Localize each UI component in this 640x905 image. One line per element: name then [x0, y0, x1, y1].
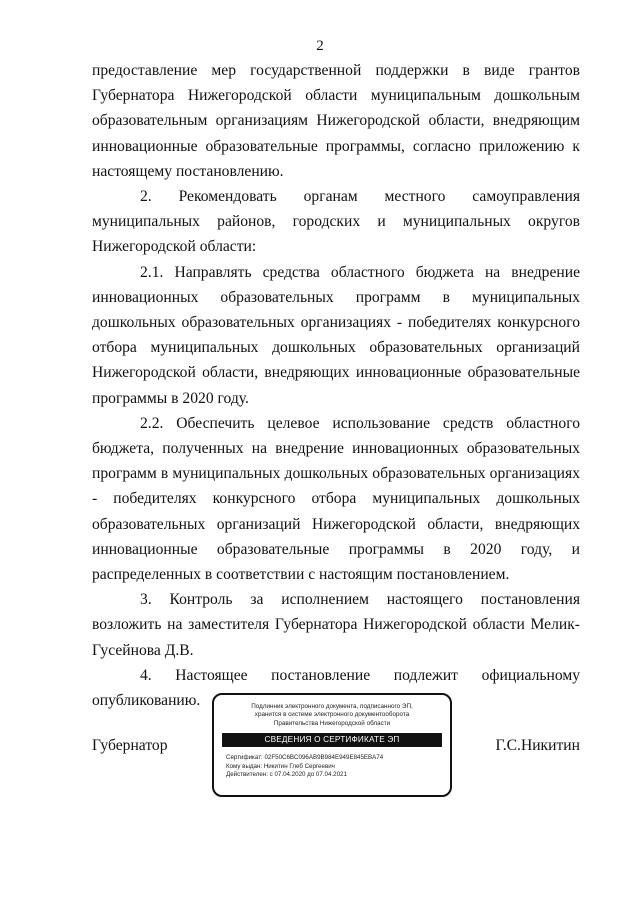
paragraph-item-3: 3. Контроль за исполнением настоящего постановления возложить на заместителя Губернатора Нижегородской области Мелик-Гусейнова Д.В.: [92, 591, 580, 659]
electronic-signature-stamp: [212, 693, 452, 797]
paragraph-item-4: 4. Настоящее постановление подлежит официальному опубликованию.: [92, 666, 580, 710]
stamp-header-line: Подлинник электронного документа, подписанного ЭП,: [251, 703, 413, 710]
stamp-title-bar: СВЕДЕНИЯ О СЕРТИФИКАТЕ ЭП: [222, 733, 442, 747]
document-body: [92, 58, 580, 713]
signatory-position: Губернатор: [92, 737, 168, 754]
certificate-number: Сертификат: 02F50C6BC096AB9B984E949E845EBA74: [226, 754, 384, 761]
page-number: 2: [316, 38, 324, 54]
signatory-name: Г.С.Никитин: [495, 737, 580, 754]
stamp-details: [226, 754, 446, 780]
stamp-header: [214, 703, 450, 728]
paragraph-continuation: предоставление мер государственной поддержки в виде грантов Губернатора Нижегородской области муниципальным дошкольным образовательным организациям Нижегородской области, внедряющим инновационные образовательные программы, согласно приложению к настоящему постановлению.: [92, 62, 580, 180]
paragraph-item-2-2: 2.2. Обеспечить целевое использование средств областного бюджета, полученных на внедрение инновационных образовательных программ в муниципальных дошкольных образовательных организациях - победителях конкурсного отбора муниципальных дошкольных образовательных организаций Нижегородской области, внедряющих инновационные образовательные программы в 2020 году, и распределенных в соответствии с настоящим постановлением.: [92, 414, 580, 584]
certificate-owner: Кому выдан: Никитин Глеб Сергеевич: [226, 762, 335, 770]
certificate-validity: Действителен: с 07.04.2020 до 07.04.2021: [226, 771, 347, 779]
stamp-header-line: хранится в системе электронного документооборота: [254, 711, 410, 719]
stamp-header-line: Правительства Нижегородской области: [273, 719, 391, 727]
paragraph-item-2: 2. Рекомендовать органам местного самоуправления муниципальных районов, городских и муниципальных округов Нижегородской области:: [92, 188, 580, 256]
paragraph-item-2-1: 2.1. Направлять средства областного бюджета на внедрение инновационных образовательных программ в муниципальных дошкольных образовательных организациях - победителях конкурсного отбора муниципальных дошкольных образовательных организаций Нижегородской области, внедряющих инновационные образовательные программы в 2020 году.: [92, 263, 580, 407]
